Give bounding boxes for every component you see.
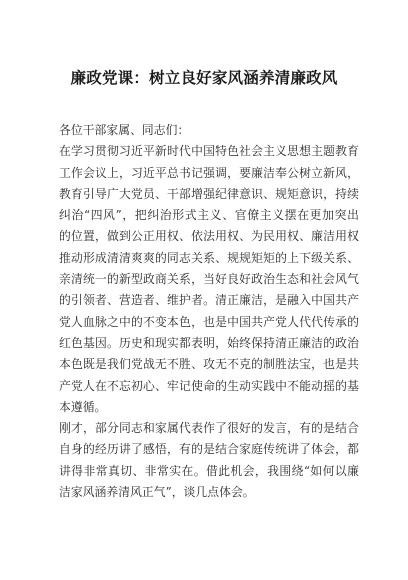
paragraph-line: 党人血脉之中的不变本色，也是中国共产党人代代传承的 bbox=[59, 314, 359, 329]
paragraph-line: 自身的经历讲了感悟，有的是结合家庭传统讲了体会，都 bbox=[59, 442, 359, 457]
paragraph-line: 纠治“四风”，把纠治形式主义、官僚主义摆在更加突出 bbox=[59, 208, 359, 223]
paragraph-line: 红色基因。历史和现实都表明，始终保持清正廉洁的政治 bbox=[59, 335, 359, 350]
paragraph-line: 本色既是我们党战无不胜、攻无不克的制胜法宝，也是共 bbox=[59, 357, 359, 372]
paragraph-line: 工作会议上，习近平总书记强调，要廉洁奉公树立新风， bbox=[59, 165, 359, 180]
paragraph-line: 洁家风涵养清风正气”，谈几点体会。 bbox=[59, 485, 255, 500]
paragraph-line: 本遵循。 bbox=[59, 399, 107, 414]
paragraph-line: 教育引导广大党员、干部增强纪律意识、规矩意识，持续 bbox=[59, 186, 359, 201]
salutation-line: 各位干部家属、同志们： bbox=[59, 123, 190, 137]
paragraph-line: 产党人在不忘初心、牢记使命的生动实践中不能动摇的基 bbox=[59, 378, 359, 393]
document-title: 廉政党课：树立良好家风涵养清廉政风 bbox=[70, 68, 338, 87]
paragraph-line: 讲得非常真切、非常实在。借此机会，我围绕“如何以廉 bbox=[59, 463, 359, 478]
paragraph-line: 刚才，部分同志和家属代表作了很好的发言，有的是结合 bbox=[59, 421, 359, 436]
paragraph-line: 在学习贯彻习近平新时代中国特色社会主义思想主题教育 bbox=[59, 144, 359, 159]
paragraph-line: 推动形成清清爽爽的同志关系、规规矩矩的上下级关系、 bbox=[59, 250, 359, 265]
document-body bbox=[59, 120, 359, 503]
paragraph-line: 的位置，做到公正用权、依法用权、为民用权、廉洁用权 bbox=[59, 229, 359, 244]
paragraph-line: 的引领者、营造者、维护者。清正廉洁，是融入中国共产 bbox=[59, 293, 359, 308]
paragraph-line: 亲清统一的新型政商关系，当好良好政治生态和社会风气 bbox=[59, 272, 359, 287]
